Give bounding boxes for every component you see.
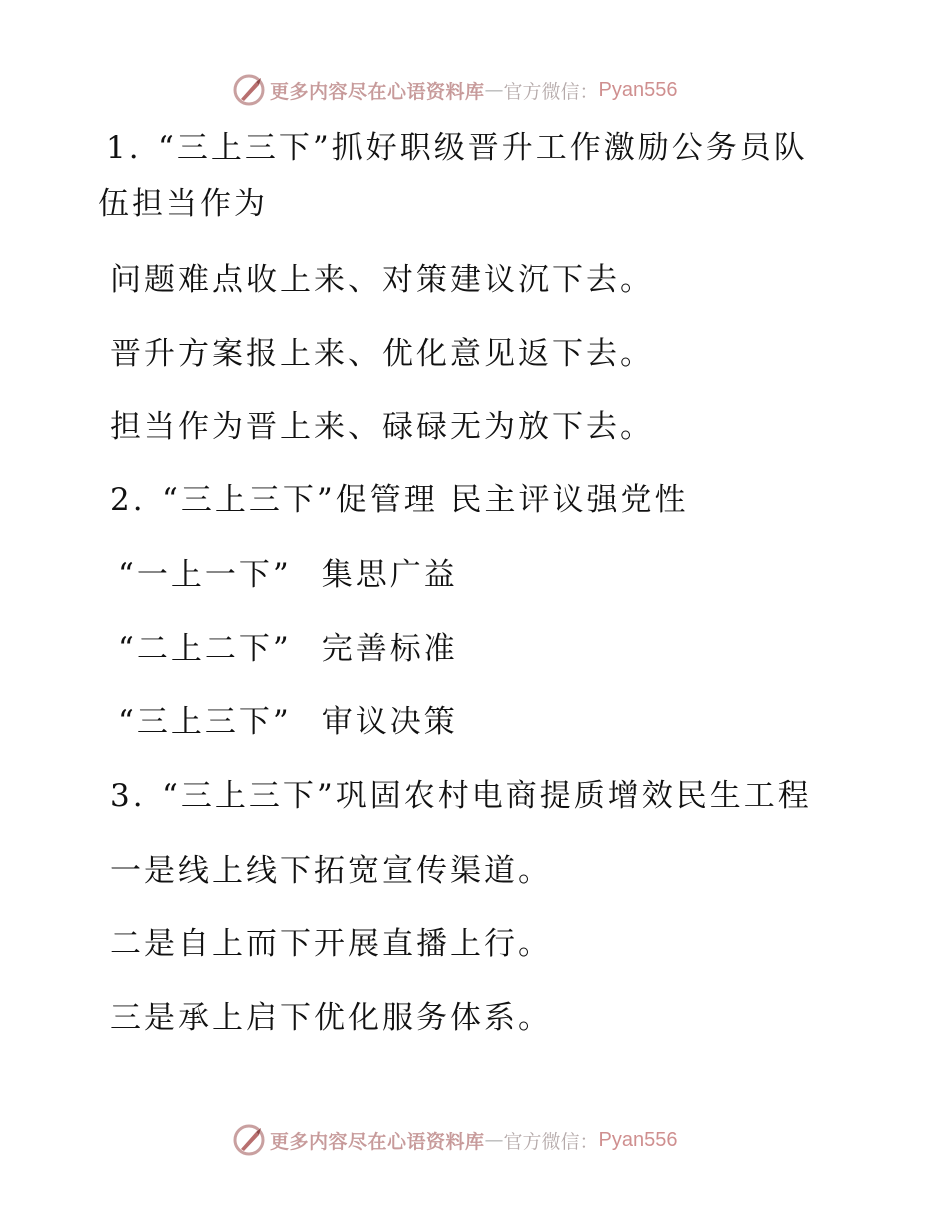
header-watermark <box>232 72 678 108</box>
watermark-text: 更多内容尽在心语资料库 <box>270 1130 485 1153</box>
section-3-heading <box>110 778 812 814</box>
section-1-title-line1: “三上三下”抓好职级晋升工作激励公务员队 <box>158 130 808 166</box>
section-3-item: 二是自上而下开展直播上行。 <box>110 926 552 962</box>
watermark-separator: — <box>484 79 504 101</box>
section-2-item <box>118 704 458 740</box>
watermark-text: 更多内容尽在心语资料库 <box>270 80 485 103</box>
section-3-item: 三是承上启下优化服务体系。 <box>110 1000 552 1036</box>
footer-watermark <box>232 1122 678 1158</box>
watermark-separator: — <box>484 1129 504 1151</box>
watermark-wechat-id: Pyan556 <box>598 78 678 101</box>
section-2-heading <box>110 482 689 518</box>
section-2-number: 2. <box>110 482 146 518</box>
section-2-item-desc: 完善标准 <box>321 631 458 667</box>
section-1-item: 问题难点收上来、对策建议沉下去。 <box>110 262 654 298</box>
section-3-title: “三上三下”巩固农村电商提质增效民生工程 <box>162 778 812 814</box>
section-2-item-phase: “二上二下” <box>118 631 292 667</box>
section-2-title: “三上三下”促管理 民主评议强党性 <box>162 482 689 518</box>
section-2-item <box>118 557 458 593</box>
section-1-item: 晋升方案报上来、优化意见返下去。 <box>110 336 654 372</box>
section-1-title-line2: 伍担当作为 <box>98 186 268 222</box>
section-2-item-desc: 集思广益 <box>321 557 458 593</box>
section-2-item-phase: “一上一下” <box>118 557 292 593</box>
section-1-number: 1. <box>106 130 142 166</box>
section-2-item <box>118 631 458 667</box>
section-2-item-desc: 审议决策 <box>321 704 458 740</box>
section-3-item: 一是线上线下拓宽宣传渠道。 <box>110 853 552 889</box>
section-2-item-phase: “三上三下” <box>118 704 292 740</box>
watermark-wechat-id: Pyan556 <box>598 1128 678 1151</box>
watermark-wechat-label: 官方微信： <box>503 1130 599 1153</box>
section-3-number: 3. <box>110 778 146 814</box>
watermark-wechat-label: 官方微信： <box>503 80 599 103</box>
quill-logo-icon <box>232 73 266 107</box>
section-1-item: 担当作为晋上来、碌碌无为放下去。 <box>110 409 654 445</box>
quill-logo-icon <box>232 1123 266 1157</box>
section-1-heading <box>106 130 808 166</box>
